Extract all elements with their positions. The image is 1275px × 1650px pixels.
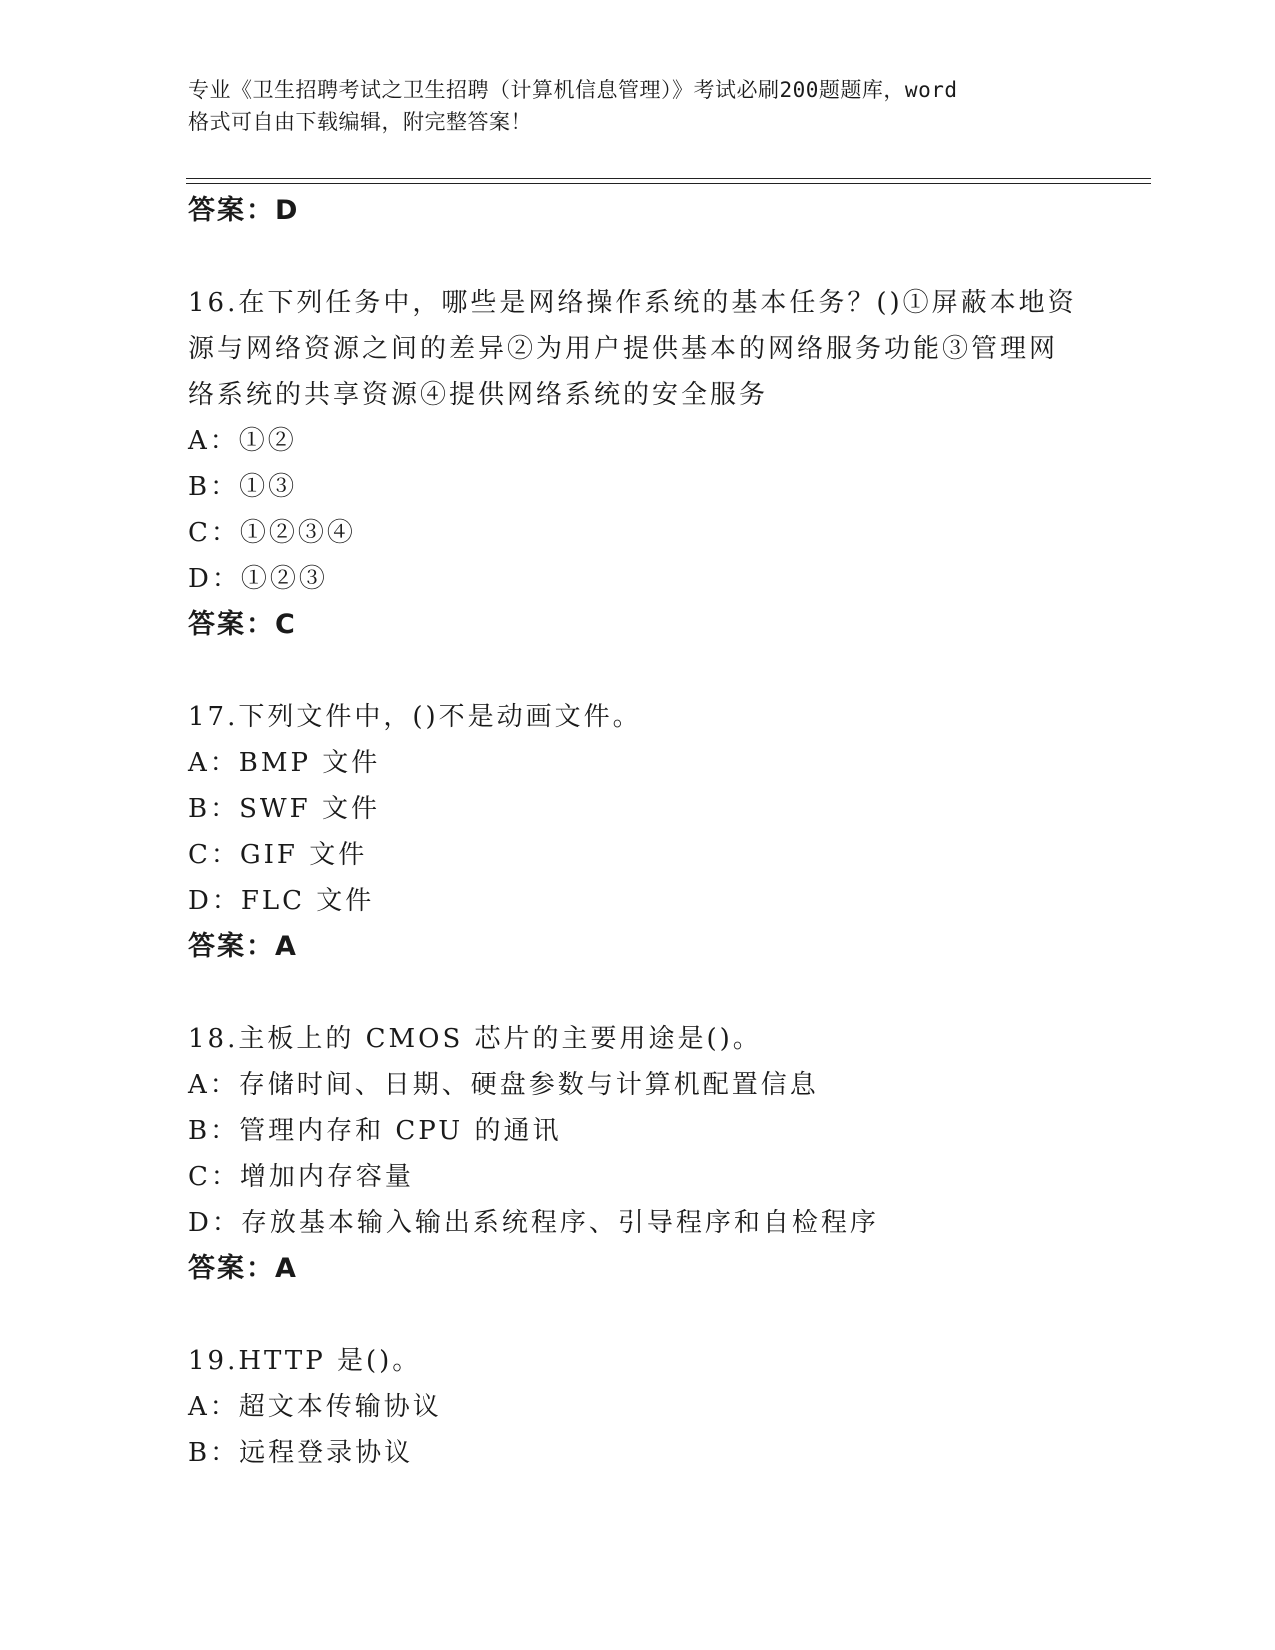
option-b: B：①③ [188,472,298,502]
option-d: D：FLC 文件 [188,886,375,916]
header-line-2: 格式可自由下载编辑，附完整答案！ [188,110,532,134]
question-17 [188,694,1088,970]
question-stem-line: 17.下列文件中，()不是动画文件。 [188,702,642,732]
option-d: D：存放基本输入输出系统程序、引导程序和自检程序 [188,1208,879,1238]
spacer [188,234,1088,280]
question-19 [188,1338,1088,1476]
option-b: B：远程登录协议 [188,1438,414,1468]
document-header [188,74,1088,138]
option-d: D：①②③ [188,564,328,594]
question-stem-line: 19.HTTP 是()。 [188,1346,422,1376]
answer-15: 答案：D [188,195,300,226]
question-16 [188,280,1088,648]
option-c: C：增加内存容量 [188,1162,414,1192]
option-a: A：超文本传输协议 [188,1392,442,1422]
question-stem-line: 源与网络资源之间的差异②为用户提供基本的网络服务功能③管理网 [188,334,1059,364]
option-c: C：①②③④ [188,518,356,548]
question-stem-line: 络系统的共享资源④提供网络系统的安全服务 [188,380,769,410]
spacer [188,1292,1088,1338]
option-c: C：GIF 文件 [188,840,368,870]
document-body [188,188,1088,1476]
option-a: A：①② [188,426,297,456]
spacer [188,648,1088,694]
header-line-1: 专业《卫生招聘考试之卫生招聘（计算机信息管理）》考试必刷200题题库，word [188,78,958,102]
option-a: A：存储时间、日期、硬盘参数与计算机配置信息 [188,1070,819,1100]
answer: 答案：A [188,1253,298,1284]
question-stem-line: 16.在下列任务中，哪些是网络操作系统的基本任务？()①屏蔽本地资 [188,288,1077,318]
question-18 [188,1016,1088,1292]
question-stem-line: 18.主板上的 CMOS 芯片的主要用途是()。 [188,1024,762,1054]
answer: 答案：C [188,609,297,640]
option-b: B：SWF 文件 [188,794,380,824]
header-divider-bottom [186,183,1151,184]
spacer [188,970,1088,1016]
option-b: B：管理内存和 CPU 的通讯 [188,1116,562,1146]
option-a: A：BMP 文件 [188,748,381,778]
answer: 答案：A [188,931,298,962]
header-divider-top [186,178,1151,179]
